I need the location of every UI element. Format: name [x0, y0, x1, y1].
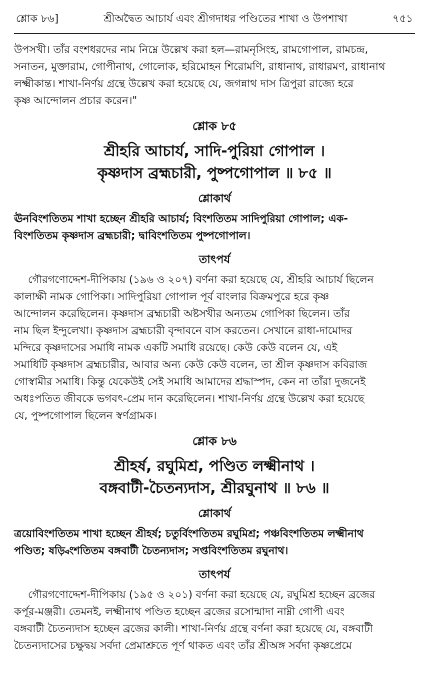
page-number: ৭৫১: [392, 13, 413, 25]
verse-85-label: শ্লোক ৮৫: [192, 119, 237, 133]
header-chapter-title: শ্রীঅদ্বৈত আচার্য এবং শ্রীগদাধর পণ্ডিতের শাখা ও উপশাখা: [103, 13, 348, 25]
purport-line: অধঃপতিত জীবকে ভগবৎ-প্রেম দান করেছিলেন। শাখা-নির্ণয় গ্রন্থে উল্লেখ করা হয়েছে: [14, 393, 365, 405]
verse-85-line-1: শ্রীহরি আচার্য, সাদি-পুরিয়া গোপাল ।: [103, 142, 326, 160]
translation-line: বিংশতিতম কৃষ্ণদাস ব্রহ্মচারী; দ্বাবিংশতিতম পুষ্পগোপাল।: [14, 230, 251, 242]
translation-line: ঊনবিংশতিতম শাখা হচ্ছেন শ্রীহরি আচার্য; বিংশতিতম সাদিপুরিয়া গোপাল; এক-: [14, 213, 349, 225]
page-header: [14, 6, 415, 34]
purport-line: নাম ছিল ইন্দুলেখা। কৃষ্ণদাস ব্রহ্মচারী বৃন্দাবনে বাস করতেন। সেখানে রাধা-দামোদর: [14, 325, 353, 337]
purport-line: গৌরগণোদ্দেশ-দীপিকায় (১৯৫ ও ২০১) বর্ণনা করা হয়েছে যে, রঘুমিশ্র হচ্ছেন ব্রজের: [28, 589, 376, 601]
intro-line: উপসখী। তাঁর বংশধরদের নাম নিম্নে উল্লেখ করা হল—রামনৃসিংহ, রামগোপাল, রামচন্দ্র,: [14, 44, 369, 56]
purport-line: গোস্বামীর সমাধি। কিন্তু যেকেউই সেই সমাধি আমাদের শ্রদ্ধাস্পদ, কেন না তাঁরা দুজনেই: [14, 376, 366, 388]
purport-line: গৌরগণোদ্দেশ-দীপিকায় (১৯৬ ও ২০৭) বর্ণনা করা হয়েছে যে, শ্রীহরি আচার্য ছিলেন: [28, 274, 374, 286]
purport-line: বঙ্গবাটী চৈতন্যদাস হচ্ছেন ব্রজের কালী। শাখা-নির্ণয় গ্রন্থে বর্ণনা করা হয়েছে যে, বঙ্গবাটী: [14, 623, 373, 635]
translation-line: পণ্ডিত; ষড়্বিংশতিতম বঙ্গবাটী চৈতন্যদাস; সপ্তবিংশতিতম রঘুনাথ।: [14, 545, 289, 557]
intro-line: লক্ষ্মীকান্ত। শাখা-নির্ণয় গ্রন্থে উল্লেখ করা হয়েছে যে, জগন্নাথ দাস ত্রিপুরা রাজ্যে হরে: [14, 78, 354, 90]
intro-line: সনাতন, মুক্তারাম, গোপীনাথ, গোলোক, হরিমোহন শিরোমণি, রাধানাথ, রাধারমণ, রাধানাথ: [14, 61, 386, 73]
verse-86-label: শ্লোক ৮৬: [192, 434, 237, 448]
verse-85-translation-label: শ্লোকার্থ: [198, 192, 231, 205]
purport-line: কালাক্ষী নামক গোপিকা। সাদিপুরিয়া গোপাল পূর্ব বাংলার বিক্রমপুরে হরে কৃষ্ণ: [14, 291, 330, 303]
verse-86-line-2: বঙ্গবাটী-চৈতন্যদাস, শ্রীরঘুনাথ ॥ ৮৬ ॥: [99, 479, 330, 497]
purport-line: মন্দিরে কৃষ্ণদাসের সমাধি নামক একটি সমাধি রয়েছে। কেউ কেউ বলেন যে, এই: [14, 342, 338, 354]
purport-line: চৈতন্যদাসের চক্ষুদ্বয় সর্বদা প্রেমাশ্রুতে পূর্ণ থাকত এবং তাঁর শ্রীঅঙ্গ সর্বদা কৃষ্ণপ্রেমে: [14, 640, 352, 652]
verse-85-line-2: কৃষ্ণদাস ব্রহ্মচারী, পুষ্পগোপাল ॥ ৮৫ ॥: [97, 164, 332, 182]
verse-86-line-1: শ্রীহর্ষ, রঘুমিশ্র, পণ্ডিত লক্ষ্মীনাথ ।: [114, 457, 315, 475]
purport-line: সমাধিটি কৃষ্ণদাস ব্রহ্মচারীর, আবার অন্য কেউ কেউ বলেন, তা শ্রীল কৃষ্ণদাস কবিরাজ: [14, 359, 368, 371]
purport-line: কর্পূর-মঞ্জরী। তেমনই, লক্ষ্মীনাথ পণ্ডিত হচ্ছেন ব্রজের রসোন্মাদা নাম্নী গোপী এবং: [14, 606, 345, 618]
verse-85-purport-label: তাৎপর্য: [198, 253, 231, 266]
intro-line: কৃষ্ণ আন্দোলন প্রচার করেন।": [14, 95, 138, 107]
purport-line: যে, পুষ্পগোপাল ছিলেন স্বর্ণগ্রামক।: [14, 410, 157, 422]
verse-86-purport-label: তাৎপর্য: [198, 568, 231, 581]
purport-line: আন্দোলন করেছিলেন। কৃষ্ণদাস ব্রহ্মচারী অষ্টসখীর অন্যতম গোপিকা ছিলেন। তাঁর: [14, 308, 350, 320]
header-verse-ref: শ্লোক ৮৬]: [16, 13, 59, 25]
intro-paragraph: [14, 42, 415, 110]
verse-86-translation: [14, 526, 415, 560]
verse-85-purport: [14, 272, 415, 425]
translation-line: ত্রয়োবিংশতিতম শাখা হচ্ছেন শ্রীহর্ষ; চতুর্বিংশতিতম রঘুমিশ্র; পঞ্চবিংশতিতম লক্ষ্মীনাথ: [14, 528, 364, 540]
verse-85-translation: [14, 211, 415, 245]
verse-86-translation-label: শ্লোকার্থ: [198, 507, 231, 520]
verse-86-purport: [14, 587, 415, 655]
